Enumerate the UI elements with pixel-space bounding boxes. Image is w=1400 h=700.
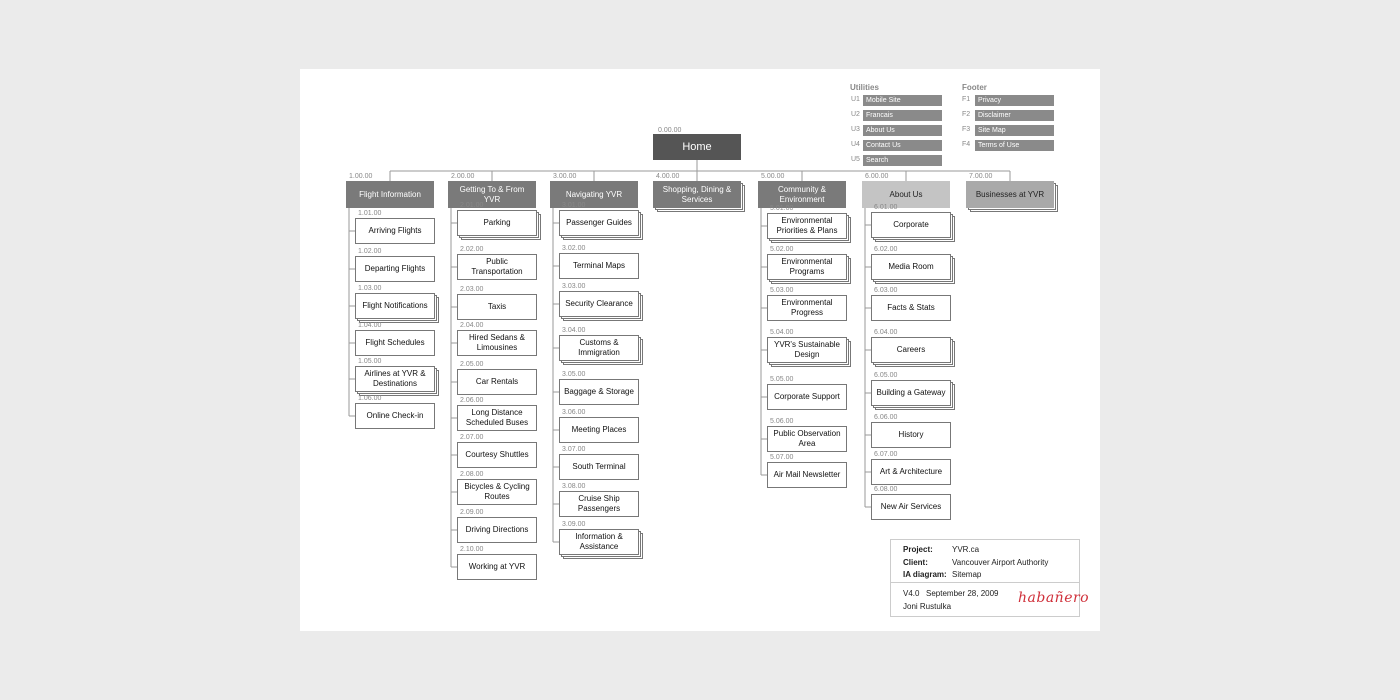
category-community-and-environment: Community & Environment bbox=[758, 181, 846, 208]
author: Joni Rustulka bbox=[903, 602, 952, 611]
category-code: 5.00.00 bbox=[761, 173, 785, 180]
page-code: 1.06.00 bbox=[358, 395, 382, 402]
page-code: 3.09.00 bbox=[562, 521, 586, 528]
page-online-check-in: Online Check-in bbox=[355, 403, 435, 429]
page-code: 3.02.00 bbox=[562, 245, 586, 252]
project-label: Project: bbox=[903, 545, 933, 554]
category-code: 2.00.00 bbox=[451, 173, 475, 180]
home-code: 0.00.00 bbox=[658, 127, 682, 134]
page-corporate-support: Corporate Support bbox=[767, 384, 847, 410]
page-building-a-gateway: Building a Gateway bbox=[871, 380, 951, 406]
footer-link-site-map: Site Map bbox=[975, 125, 1054, 136]
page-code: 3.04.00 bbox=[562, 327, 586, 334]
page-bicycles-and-cycling-routes: Bicycles & Cycling Routes bbox=[457, 479, 537, 505]
category-shopping-dining-and-services: Shopping, Dining & Services bbox=[653, 181, 741, 208]
footer-code: F3 bbox=[962, 126, 971, 133]
sitemap-sheet bbox=[300, 69, 1100, 631]
category-navigating-yvr: Navigating YVR bbox=[550, 181, 638, 208]
footer-link-privacy: Privacy bbox=[975, 95, 1054, 106]
page-code: 5.01.00 bbox=[770, 205, 794, 212]
category-about-us: About Us bbox=[862, 181, 950, 208]
page-arriving-flights: Arriving Flights bbox=[355, 218, 435, 244]
page-hired-sedans-and-limousines: Hired Sedans & Limousines bbox=[457, 330, 537, 356]
page-passenger-guides: Passenger Guides bbox=[559, 210, 639, 236]
page-code: 2.01.00 bbox=[460, 202, 484, 209]
page-code: 2.08.00 bbox=[460, 471, 484, 478]
home-node: Home bbox=[653, 134, 741, 160]
utility-link-mobile-site: Mobile Site bbox=[863, 95, 942, 106]
date: September 28, 2009 bbox=[926, 589, 999, 598]
page-art-and-architecture: Art & Architecture bbox=[871, 459, 951, 485]
page-departing-flights: Departing Flights bbox=[355, 256, 435, 282]
page-south-terminal: South Terminal bbox=[559, 454, 639, 480]
diagram-value: Sitemap bbox=[952, 570, 982, 579]
page-code: 5.07.00 bbox=[770, 454, 794, 461]
page-code: 3.01.00 bbox=[562, 202, 586, 209]
category-getting-to-and-from-yvr: Getting To & From YVR bbox=[448, 181, 536, 208]
page-code: 6.06.00 bbox=[874, 414, 898, 421]
page-terminal-maps: Terminal Maps bbox=[559, 253, 639, 279]
page-code: 3.08.00 bbox=[562, 483, 586, 490]
page-facts-and-stats: Facts & Stats bbox=[871, 295, 951, 321]
utility-code: U1 bbox=[851, 96, 860, 103]
page-environmental-progress: Environmental Progress bbox=[767, 295, 847, 321]
page-code: 5.03.00 bbox=[770, 287, 794, 294]
page-code: 6.03.00 bbox=[874, 287, 898, 294]
client-value: Vancouver Airport Authority bbox=[952, 558, 1049, 567]
page-customs-and-immigration: Customs & Immigration bbox=[559, 335, 639, 361]
utility-link-francais: Francais bbox=[863, 110, 942, 121]
page-flight-schedules: Flight Schedules bbox=[355, 330, 435, 356]
utility-link-search: Search bbox=[863, 155, 942, 166]
utility-code: U4 bbox=[851, 141, 860, 148]
project-value: YVR.ca bbox=[952, 545, 980, 554]
page-information-and-assistance: Information & Assistance bbox=[559, 529, 639, 555]
page-car-rentals: Car Rentals bbox=[457, 369, 537, 395]
utility-code: U5 bbox=[851, 156, 860, 163]
page-public-transportation: Public Transportation bbox=[457, 254, 537, 280]
page-code: 6.08.00 bbox=[874, 486, 898, 493]
category-code: 1.00.00 bbox=[349, 173, 373, 180]
page-public-observation-area: Public Observation Area bbox=[767, 426, 847, 452]
page-code: 6.05.00 bbox=[874, 372, 898, 379]
utility-code: U2 bbox=[851, 111, 860, 118]
page-code: 2.04.00 bbox=[460, 322, 484, 329]
page-code: 3.05.00 bbox=[562, 371, 586, 378]
info-divider bbox=[891, 582, 1079, 583]
page-code: 6.02.00 bbox=[874, 246, 898, 253]
category-code: 3.00.00 bbox=[553, 173, 577, 180]
page-code: 2.07.00 bbox=[460, 434, 484, 441]
page-code: 3.03.00 bbox=[562, 283, 586, 290]
category-flight-information: Flight Information bbox=[346, 181, 434, 208]
page-code: 2.03.00 bbox=[460, 286, 484, 293]
page-code: 2.09.00 bbox=[460, 509, 484, 516]
version: V4.0 bbox=[903, 589, 920, 598]
page-environmental-priorities-and-plans: Environmental Priorities & Plans bbox=[767, 213, 847, 239]
page-code: 2.06.00 bbox=[460, 397, 484, 404]
category-businesses-at-yvr: Businesses at YVR bbox=[966, 181, 1054, 208]
page-meeting-places: Meeting Places bbox=[559, 417, 639, 443]
utility-link-contact-us: Contact Us bbox=[863, 140, 942, 151]
page-media-room: Media Room bbox=[871, 254, 951, 280]
page-parking: Parking bbox=[457, 210, 537, 236]
page-flight-notifications: Flight Notifications bbox=[355, 293, 435, 319]
footer-code: F1 bbox=[962, 96, 971, 103]
page-new-air-services: New Air Services bbox=[871, 494, 951, 520]
category-code: 4.00.00 bbox=[656, 173, 680, 180]
page-code: 6.01.00 bbox=[874, 204, 898, 211]
page-code: 5.05.00 bbox=[770, 376, 794, 383]
page-environmental-programs: Environmental Programs bbox=[767, 254, 847, 280]
footer-code: F2 bbox=[962, 111, 971, 118]
footer-link-terms-of-use: Terms of Use bbox=[975, 140, 1054, 151]
page-code: 6.07.00 bbox=[874, 451, 898, 458]
page-airlines-at-yvr-and-destinations: Airlines at YVR & Destinations bbox=[355, 366, 435, 392]
client-label: Client: bbox=[903, 558, 928, 567]
page-corporate: Corporate bbox=[871, 212, 951, 238]
utilities-title: Utilities bbox=[850, 83, 879, 92]
page-code: 1.04.00 bbox=[358, 322, 382, 329]
page-yvr-s-sustainable-design: YVR's Sustainable Design bbox=[767, 337, 847, 363]
page-air-mail-newsletter: Air Mail Newsletter bbox=[767, 462, 847, 488]
page-driving-directions: Driving Directions bbox=[457, 517, 537, 543]
page-working-at-yvr: Working at YVR bbox=[457, 554, 537, 580]
page-code: 5.06.00 bbox=[770, 418, 794, 425]
habanero-logo: habañero bbox=[1018, 590, 1090, 606]
info-box bbox=[890, 539, 1090, 617]
page-cruise-ship-passengers: Cruise Ship Passengers bbox=[559, 491, 639, 517]
page-taxis: Taxis bbox=[457, 294, 537, 320]
diagram-label: IA diagram: bbox=[903, 570, 947, 579]
page-code: 1.05.00 bbox=[358, 358, 382, 365]
page-code: 2.02.00 bbox=[460, 246, 484, 253]
page-long-distance-scheduled-buses: Long Distance Scheduled Buses bbox=[457, 405, 537, 431]
page-code: 2.05.00 bbox=[460, 361, 484, 368]
footer-code: F4 bbox=[962, 141, 971, 148]
footer-link-disclaimer: Disclaimer bbox=[975, 110, 1054, 121]
page-careers: Careers bbox=[871, 337, 951, 363]
page-code: 1.03.00 bbox=[358, 285, 382, 292]
category-code: 6.00.00 bbox=[865, 173, 889, 180]
page-security-clearance: Security Clearance bbox=[559, 291, 639, 317]
utility-link-about-us: About Us bbox=[863, 125, 942, 136]
page-baggage-and-storage: Baggage & Storage bbox=[559, 379, 639, 405]
page-code: 3.06.00 bbox=[562, 409, 586, 416]
page-code: 3.07.00 bbox=[562, 446, 586, 453]
page-courtesy-shuttles: Courtesy Shuttles bbox=[457, 442, 537, 468]
category-code: 7.00.00 bbox=[969, 173, 993, 180]
page-code: 5.02.00 bbox=[770, 246, 794, 253]
page-code: 5.04.00 bbox=[770, 329, 794, 336]
page-code: 6.04.00 bbox=[874, 329, 898, 336]
page-code: 1.02.00 bbox=[358, 248, 382, 255]
page-code: 1.01.00 bbox=[358, 210, 382, 217]
footer-title: Footer bbox=[962, 83, 987, 92]
page-history: History bbox=[871, 422, 951, 448]
page-code: 2.10.00 bbox=[460, 546, 484, 553]
utility-code: U3 bbox=[851, 126, 860, 133]
